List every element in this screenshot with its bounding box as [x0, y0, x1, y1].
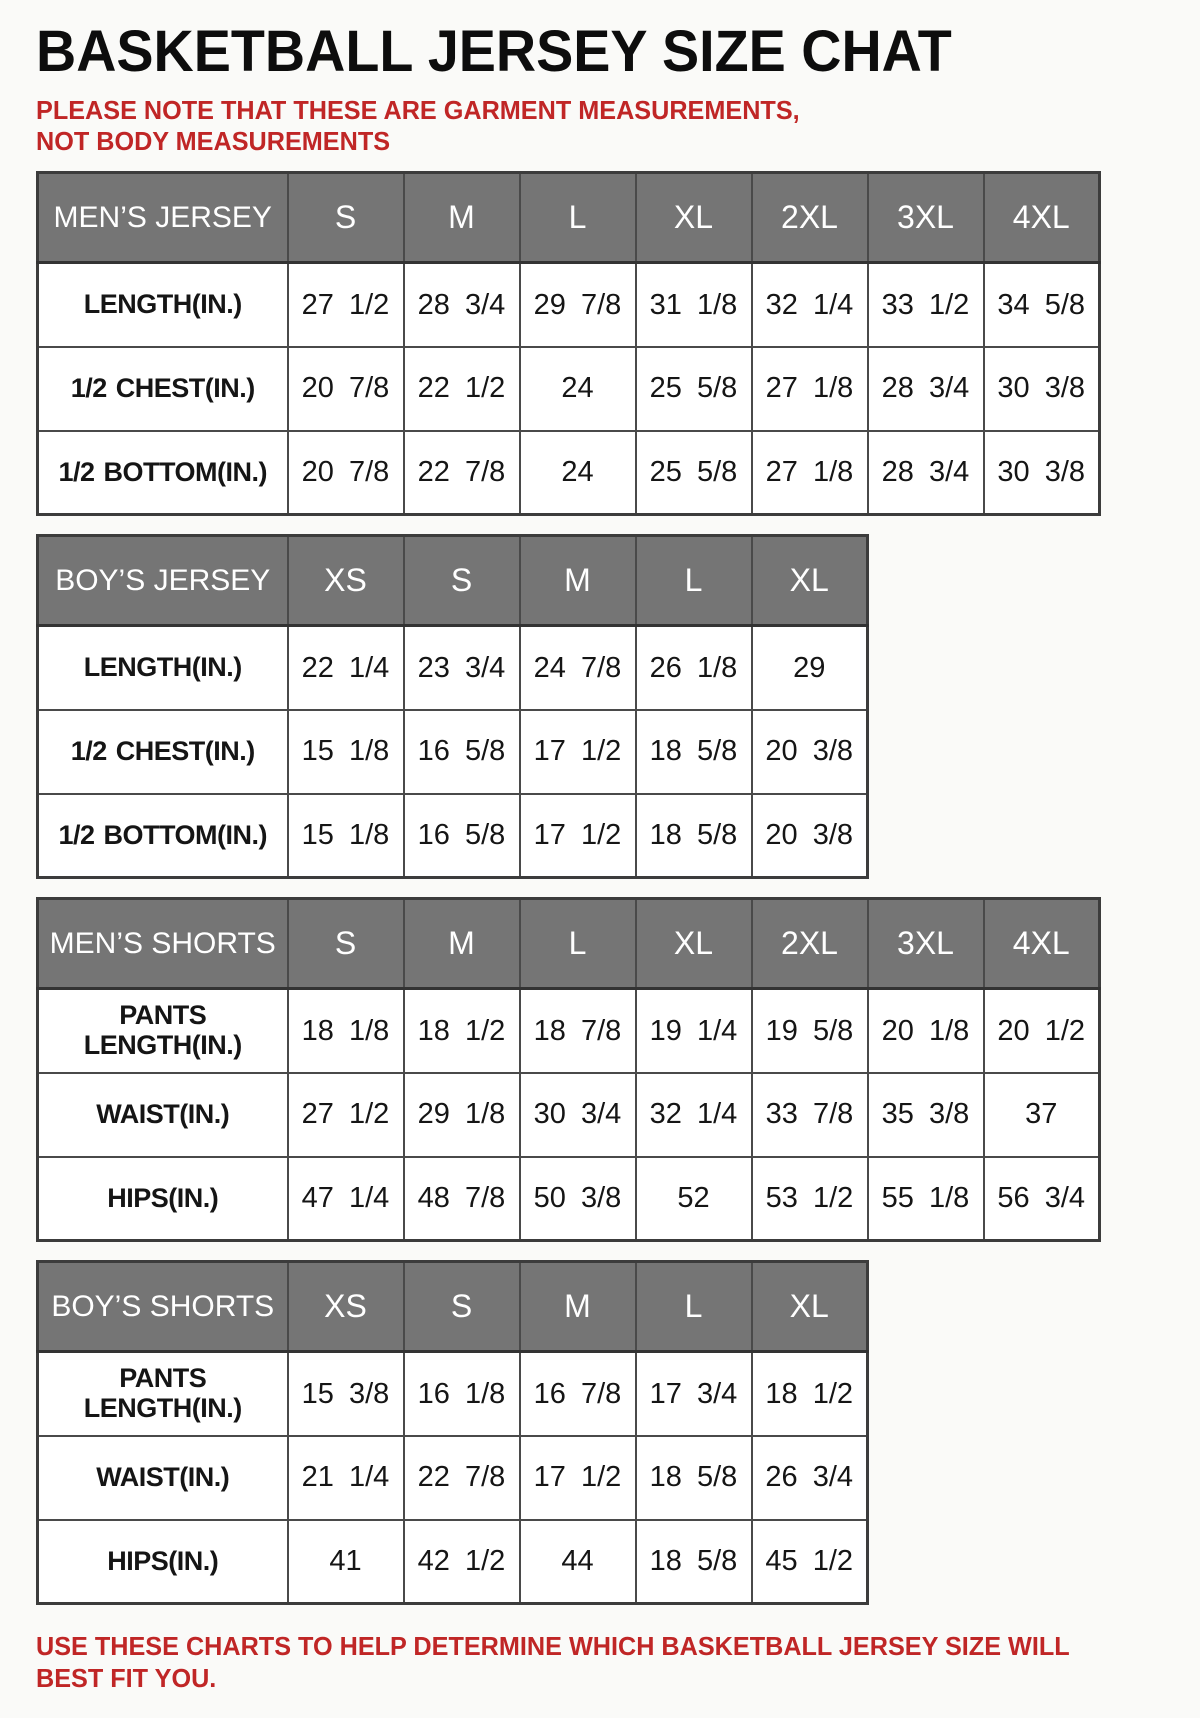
boys-jersey-size-col-xl: XL: [752, 536, 868, 626]
measurement-cell: 23 3/4: [404, 626, 520, 710]
mens-shorts-size-col-4xl: 4XL: [984, 899, 1100, 989]
measurement-cell: 20 7/8: [288, 347, 404, 431]
measurement-cell: 27 1/8: [752, 431, 868, 515]
measurement-cell: 20 1/2: [984, 989, 1100, 1073]
boys-jersey-header-row: [38, 536, 868, 626]
measurement-cell: 18 7/8: [520, 989, 636, 1073]
measurement-cell: 56 3/4: [984, 1157, 1100, 1241]
boys-shorts-size-col-xs: XS: [288, 1262, 404, 1352]
mens-jersey-size-col-m: M: [404, 173, 520, 263]
mens-shorts-header-row: [38, 899, 1100, 989]
measurement-cell: 29 1/8: [404, 1073, 520, 1157]
measurement-cell: 22 7/8: [404, 431, 520, 515]
table-row: [38, 1157, 1100, 1241]
mens-shorts-table: [36, 897, 1101, 1242]
mens-jersey-size-col-4xl: 4XL: [984, 173, 1100, 263]
row-label: LENGTH(IN.): [38, 263, 288, 347]
mens-jersey-size-col-2xl: 2XL: [752, 173, 868, 263]
usage-note: USE THESE CHARTS TO HELP DETERMINE WHICH BASKETBALL JERSEY SIZE WILL BEST FIT YOU.: [36, 1631, 1070, 1693]
measurement-cell: 25 5/8: [636, 347, 752, 431]
measurement-cell: 26 1/8: [636, 626, 752, 710]
row-label: LENGTH(IN.): [38, 626, 288, 710]
measurement-cell: 18 5/8: [636, 794, 752, 878]
measurement-cell: 22 1/2: [404, 347, 520, 431]
measurement-cell: 25 5/8: [636, 431, 752, 515]
row-label: HIPS(IN.): [38, 1157, 288, 1241]
boys-shorts-size-col-xl: XL: [752, 1262, 868, 1352]
row-label: 1/2 CHEST(IN.): [38, 710, 288, 794]
table-row: [38, 989, 1100, 1073]
measurement-cell: 17 3/4: [636, 1352, 752, 1436]
mens-jersey-table: [36, 171, 1101, 516]
row-label: WAIST(IN.): [38, 1436, 288, 1520]
row-label: 1/2 BOTTOM(IN.): [38, 431, 288, 515]
measurement-cell: 28 3/4: [868, 347, 984, 431]
measurement-cell: 24 7/8: [520, 626, 636, 710]
mens-shorts-size-col-2xl: 2XL: [752, 899, 868, 989]
boys-jersey-size-col-m: M: [520, 536, 636, 626]
measurement-cell: 55 1/8: [868, 1157, 984, 1241]
measurement-cell: 33 1/2: [868, 263, 984, 347]
boys-shorts-size-col-l: L: [636, 1262, 752, 1352]
measurement-cell: 15 1/8: [288, 710, 404, 794]
measurement-cell: 33 7/8: [752, 1073, 868, 1157]
garment-measurement-note: PLEASE NOTE THAT THESE ARE GARMENT MEASUREMENTS, NOT BODY MEASUREMENTS: [36, 95, 800, 157]
mens-shorts-size-col-l: L: [520, 899, 636, 989]
measurement-cell: 30 3/8: [984, 347, 1100, 431]
measurement-cell: 44: [520, 1520, 636, 1604]
measurement-cell: 27 1/2: [288, 1073, 404, 1157]
measurement-cell: 17 1/2: [520, 794, 636, 878]
measurement-cell: 28 3/4: [404, 263, 520, 347]
measurement-cell: 18 5/8: [636, 1436, 752, 1520]
measurement-cell: 16 5/8: [404, 710, 520, 794]
table-row: [38, 1352, 868, 1436]
mens-jersey-size-col-l: L: [520, 173, 636, 263]
mens-jersey-size-col-xl: XL: [636, 173, 752, 263]
measurement-cell: 30 3/4: [520, 1073, 636, 1157]
measurement-cell: 19 1/4: [636, 989, 752, 1073]
measurement-cell: 18 1/2: [752, 1352, 868, 1436]
table-row: [38, 1073, 1100, 1157]
measurement-cell: 16 5/8: [404, 794, 520, 878]
measurement-cell: 29: [752, 626, 868, 710]
measurement-cell: 27 1/8: [752, 347, 868, 431]
table-row: [38, 794, 868, 878]
page-title: BASKETBALL JERSEY SIZE CHAT: [36, 19, 952, 84]
mens-shorts-size-col-xl: XL: [636, 899, 752, 989]
measurement-cell: 22 1/4: [288, 626, 404, 710]
measurement-cell: 21 1/4: [288, 1436, 404, 1520]
row-label: PANTS LENGTH(IN.): [38, 1352, 288, 1436]
measurement-cell: 20 3/8: [752, 794, 868, 878]
boys-jersey-size-col-l: L: [636, 536, 752, 626]
measurement-cell: 18 1/2: [404, 989, 520, 1073]
measurement-cell: 52: [636, 1157, 752, 1241]
mens-jersey-title: MEN’S JERSEY: [38, 173, 288, 263]
measurement-cell: 41: [288, 1520, 404, 1604]
measurement-cell: 17 1/2: [520, 710, 636, 794]
boys-shorts-title: BOY’S SHORTS: [38, 1262, 288, 1352]
measurement-cell: 18 5/8: [636, 1520, 752, 1604]
mens-shorts-size-col-s: S: [288, 899, 404, 989]
row-label: 1/2 BOTTOM(IN.): [38, 794, 288, 878]
measurement-cell: 29 7/8: [520, 263, 636, 347]
measurement-cell: 20 7/8: [288, 431, 404, 515]
table-row: [38, 710, 868, 794]
measurement-cell: 53 1/2: [752, 1157, 868, 1241]
table-row: [38, 1520, 868, 1604]
mens-jersey-header-row: [38, 173, 1100, 263]
mens-jersey-size-col-3xl: 3XL: [868, 173, 984, 263]
measurement-cell: 47 1/4: [288, 1157, 404, 1241]
measurement-cell: 35 3/8: [868, 1073, 984, 1157]
boys-jersey-size-col-s: S: [404, 536, 520, 626]
measurement-cell: 31 1/8: [636, 263, 752, 347]
measurement-cell: 32 1/4: [636, 1073, 752, 1157]
row-label: 1/2 CHEST(IN.): [38, 347, 288, 431]
measurement-cell: 24: [520, 431, 636, 515]
measurement-cell: 45 1/2: [752, 1520, 868, 1604]
measurement-cell: 18 5/8: [636, 710, 752, 794]
measurement-cell: 27 1/2: [288, 263, 404, 347]
measurement-cell: 20 1/8: [868, 989, 984, 1073]
measurement-cell: 22 7/8: [404, 1436, 520, 1520]
measurement-cell: 17 1/2: [520, 1436, 636, 1520]
measurement-cell: 26 3/4: [752, 1436, 868, 1520]
measurement-cell: 37: [984, 1073, 1100, 1157]
boys-jersey-table: [36, 534, 869, 879]
measurement-cell: 15 1/8: [288, 794, 404, 878]
measurement-cell: 42 1/2: [404, 1520, 520, 1604]
measurement-cell: 28 3/4: [868, 431, 984, 515]
row-label: PANTS LENGTH(IN.): [38, 989, 288, 1073]
mens-shorts-size-col-m: M: [404, 899, 520, 989]
boys-shorts-header-row: [38, 1262, 868, 1352]
mens-jersey-size-col-s: S: [288, 173, 404, 263]
table-row: [38, 347, 1100, 431]
row-label: HIPS(IN.): [38, 1520, 288, 1604]
boys-jersey-size-col-xs: XS: [288, 536, 404, 626]
measurement-cell: 32 1/4: [752, 263, 868, 347]
measurement-cell: 50 3/8: [520, 1157, 636, 1241]
row-label: WAIST(IN.): [38, 1073, 288, 1157]
measurement-cell: 34 5/8: [984, 263, 1100, 347]
size-tables-container: [36, 171, 1170, 1605]
measurement-cell: 24: [520, 347, 636, 431]
boys-shorts-table: [36, 1260, 869, 1605]
measurement-cell: 30 3/8: [984, 431, 1100, 515]
measurement-cell: 15 3/8: [288, 1352, 404, 1436]
mens-shorts-size-col-3xl: 3XL: [868, 899, 984, 989]
measurement-cell: 16 7/8: [520, 1352, 636, 1436]
measurement-cell: 20 3/8: [752, 710, 868, 794]
table-row: [38, 431, 1100, 515]
measurement-cell: 48 7/8: [404, 1157, 520, 1241]
boys-shorts-size-col-m: M: [520, 1262, 636, 1352]
measurement-cell: 19 5/8: [752, 989, 868, 1073]
measurement-cell: 18 1/8: [288, 989, 404, 1073]
mens-shorts-title: MEN’S SHORTS: [38, 899, 288, 989]
table-row: [38, 263, 1100, 347]
table-row: [38, 626, 868, 710]
boys-jersey-title: BOY’S JERSEY: [38, 536, 288, 626]
measurement-cell: 16 1/8: [404, 1352, 520, 1436]
table-row: [38, 1436, 868, 1520]
boys-shorts-size-col-s: S: [404, 1262, 520, 1352]
